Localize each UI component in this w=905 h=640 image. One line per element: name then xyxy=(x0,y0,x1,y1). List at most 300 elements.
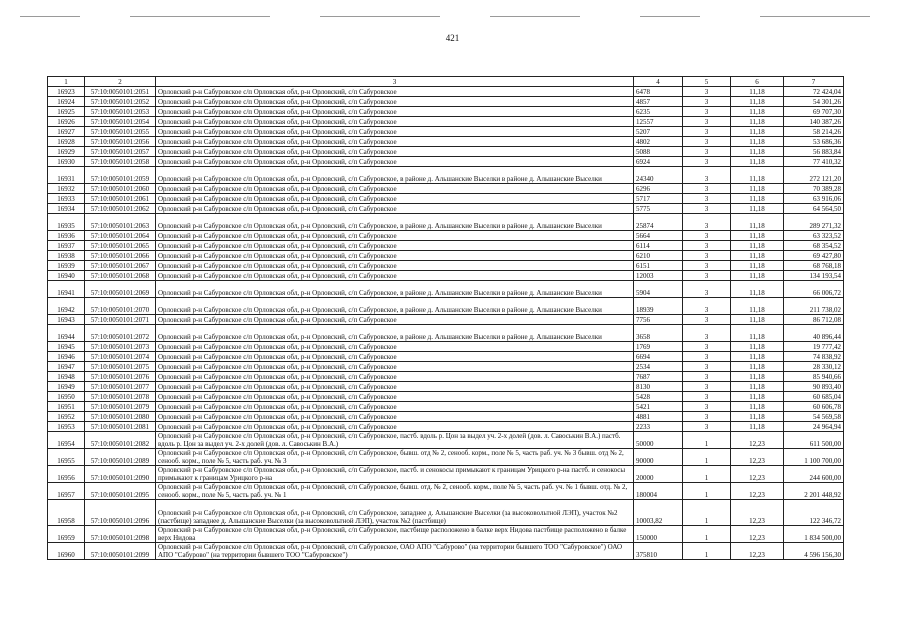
value-cell: 68 768,18 xyxy=(784,261,844,271)
row-number: 16953 xyxy=(48,422,85,432)
rate-cell: 11,18 xyxy=(731,194,784,204)
address-cell: Орловский р-н Сабуровское с/п Орловская обл, р-н Орловский, с/п Сабуровское, пастбище расположено в балке верх Нидова пастбище расположено в балке верх Нидова xyxy=(156,526,634,543)
table-row xyxy=(48,432,844,449)
row-number: 16928 xyxy=(48,137,85,147)
area-cell: 4802 xyxy=(634,137,683,147)
cadastral-number: 57:10:0050101:2072 xyxy=(85,325,156,342)
value-cell: 69 707,30 xyxy=(784,107,844,117)
value-cell: 1 834 500,00 xyxy=(784,526,844,543)
row-number: 16936 xyxy=(48,231,85,241)
value-cell: 70 389,28 xyxy=(784,184,844,194)
category-cell: 3 xyxy=(683,184,731,194)
row-number: 16938 xyxy=(48,251,85,261)
category-cell: 3 xyxy=(683,362,731,372)
cadastral-number: 57:10:0050101:2070 xyxy=(85,298,156,315)
row-number: 16951 xyxy=(48,402,85,412)
rate-cell: 11,18 xyxy=(731,147,784,157)
value-cell: 289 271,32 xyxy=(784,214,844,231)
cadastral-number: 57:10:0050101:2099 xyxy=(85,543,156,560)
category-cell: 3 xyxy=(683,97,731,107)
category-cell: 3 xyxy=(683,87,731,97)
row-number: 16932 xyxy=(48,184,85,194)
row-number: 16950 xyxy=(48,392,85,402)
row-number: 16935 xyxy=(48,214,85,231)
page-number: 421 xyxy=(445,33,460,43)
value-cell: 28 330,12 xyxy=(784,362,844,372)
rate-cell: 11,18 xyxy=(731,372,784,382)
category-cell: 3 xyxy=(683,271,731,281)
address-cell: Орловский р-н Сабуровское с/п Орловская обл, р-н Орловский, с/п Сабуровское xyxy=(156,157,634,167)
table-row xyxy=(48,107,844,117)
cadastral-number: 57:10:0050101:2096 xyxy=(85,500,156,526)
area-cell: 6924 xyxy=(634,157,683,167)
cadastral-number: 57:10:0050101:2082 xyxy=(85,432,156,449)
value-cell: 86 712,08 xyxy=(784,315,844,325)
rate-cell: 11,18 xyxy=(731,392,784,402)
rate-cell: 11,18 xyxy=(731,214,784,231)
row-number: 16956 xyxy=(48,466,85,483)
scan-header-marks xyxy=(20,12,880,22)
table-row xyxy=(48,449,844,466)
cadastral-number: 57:10:0050101:2061 xyxy=(85,194,156,204)
value-cell: 60 606,78 xyxy=(784,402,844,412)
cadastral-number: 57:10:0050101:2055 xyxy=(85,127,156,137)
cadastral-number: 57:10:0050101:2064 xyxy=(85,231,156,241)
table-row xyxy=(48,526,844,543)
cadastral-number: 57:10:0050101:2081 xyxy=(85,422,156,432)
table-row xyxy=(48,543,844,560)
column-header: 6 xyxy=(731,77,784,87)
value-cell: 24 964,94 xyxy=(784,422,844,432)
rate-cell: 11,18 xyxy=(731,184,784,194)
row-number: 16959 xyxy=(48,526,85,543)
address-cell: Орловский р-н Сабуровское с/п Орловская обл, р-н Орловский, с/п Сабуровское xyxy=(156,382,634,392)
rate-cell: 12,23 xyxy=(731,449,784,466)
area-cell: 5775 xyxy=(634,204,683,214)
table-row xyxy=(48,117,844,127)
row-number: 16960 xyxy=(48,543,85,560)
rate-cell: 11,18 xyxy=(731,127,784,137)
category-cell: 3 xyxy=(683,422,731,432)
address-cell: Орловский р-н Сабуровское с/п Орловская обл, р-н Орловский, с/п Сабуровское xyxy=(156,422,634,432)
table-row xyxy=(48,167,844,184)
value-cell: 53 686,36 xyxy=(784,137,844,147)
table-row xyxy=(48,157,844,167)
area-cell: 6478 xyxy=(634,87,683,97)
category-cell: 1 xyxy=(683,449,731,466)
value-cell: 272 121,20 xyxy=(784,167,844,184)
table-row xyxy=(48,483,844,500)
area-cell: 10003,82 xyxy=(634,500,683,526)
table-row xyxy=(48,342,844,352)
area-cell: 3658 xyxy=(634,325,683,342)
table-row xyxy=(48,147,844,157)
address-cell: Орловский р-н Сабуровское с/п Орловская обл, р-н Орловский, с/п Сабуровское, пастб. и сенокосы примыкают к границам Урицкого р-на пастб. и сенокосы примыкают к границам Урицкого р-на xyxy=(156,466,634,483)
area-cell: 6296 xyxy=(634,184,683,194)
row-number: 16940 xyxy=(48,271,85,281)
table-row xyxy=(48,251,844,261)
value-cell: 68 354,52 xyxy=(784,241,844,251)
cadastral-number: 57:10:0050101:2060 xyxy=(85,184,156,194)
area-cell: 7756 xyxy=(634,315,683,325)
address-cell: Орловский р-н Сабуровское с/п Орловская обл, р-н Орловский, с/п Сабуровское xyxy=(156,261,634,271)
address-cell: Орловский р-н Сабуровское с/п Орловская обл, р-н Орловский, с/п Сабуровское xyxy=(156,315,634,325)
rate-cell: 11,18 xyxy=(731,107,784,117)
cadastral-number: 57:10:0050101:2089 xyxy=(85,449,156,466)
cadastral-number: 57:10:0050101:2054 xyxy=(85,117,156,127)
table-row xyxy=(48,184,844,194)
category-cell: 3 xyxy=(683,352,731,362)
category-cell: 3 xyxy=(683,261,731,271)
address-cell: Орловский р-н Сабуровское с/п Орловская обл, р-н Орловский, с/п Сабуровское, бывш. отд № 2, сенооб. корм., поле № 5, часть раб. уч. № 3 бывш. отд № 2, сенооб. корм., поле № 5, часть раб. уч. № 3 xyxy=(156,449,634,466)
value-cell: 74 838,92 xyxy=(784,352,844,362)
address-cell: Орловский р-н Сабуровское с/п Орловская обл, р-н Орловский, с/п Сабуровское, в районе д. Альшанские Выселки в районе д. Альшанские Выселки xyxy=(156,325,634,342)
area-cell: 5088 xyxy=(634,147,683,157)
column-number-row xyxy=(48,77,844,87)
address-cell: Орловский р-н Сабуровское с/п Орловская обл, р-н Орловский, с/п Сабуровское xyxy=(156,194,634,204)
value-cell: 611 500,00 xyxy=(784,432,844,449)
category-cell: 3 xyxy=(683,382,731,392)
rate-cell: 11,18 xyxy=(731,137,784,147)
rate-cell: 11,18 xyxy=(731,402,784,412)
table-row xyxy=(48,204,844,214)
area-cell: 6694 xyxy=(634,352,683,362)
rate-cell: 12,23 xyxy=(731,526,784,543)
category-cell: 3 xyxy=(683,281,731,298)
rate-cell: 11,18 xyxy=(731,87,784,97)
area-cell: 12557 xyxy=(634,117,683,127)
category-cell: 1 xyxy=(683,526,731,543)
row-number: 16933 xyxy=(48,194,85,204)
table-row xyxy=(48,402,844,412)
value-cell: 1 100 700,00 xyxy=(784,449,844,466)
value-cell: 211 738,02 xyxy=(784,298,844,315)
area-cell: 2534 xyxy=(634,362,683,372)
cadastral-number: 57:10:0050101:2095 xyxy=(85,483,156,500)
row-number: 16955 xyxy=(48,449,85,466)
area-cell: 6151 xyxy=(634,261,683,271)
category-cell: 1 xyxy=(683,500,731,526)
row-number: 16937 xyxy=(48,241,85,251)
address-cell: Орловский р-н Сабуровское с/п Орловская обл, р-н Орловский, с/п Сабуровское xyxy=(156,184,634,194)
cadastral-number: 57:10:0050101:2058 xyxy=(85,157,156,167)
address-cell: Орловский р-н Сабуровское с/п Орловская обл, р-н Орловский, с/п Сабуровское xyxy=(156,271,634,281)
value-cell: 140 387,26 xyxy=(784,117,844,127)
rate-cell: 11,18 xyxy=(731,167,784,184)
row-number: 16957 xyxy=(48,483,85,500)
row-number: 16939 xyxy=(48,261,85,271)
cadastral-number: 57:10:0050101:2066 xyxy=(85,251,156,261)
area-cell: 90000 xyxy=(634,449,683,466)
rate-cell: 11,18 xyxy=(731,271,784,281)
rate-cell: 11,18 xyxy=(731,261,784,271)
category-cell: 3 xyxy=(683,157,731,167)
area-cell: 5717 xyxy=(634,194,683,204)
row-number: 16948 xyxy=(48,372,85,382)
rate-cell: 11,18 xyxy=(731,382,784,392)
row-number: 16944 xyxy=(48,325,85,342)
row-number: 16949 xyxy=(48,382,85,392)
cadastral-number: 57:10:0050101:2057 xyxy=(85,147,156,157)
cadastral-number: 57:10:0050101:2062 xyxy=(85,204,156,214)
category-cell: 3 xyxy=(683,214,731,231)
rate-cell: 11,18 xyxy=(731,325,784,342)
rate-cell: 12,23 xyxy=(731,432,784,449)
area-cell: 150000 xyxy=(634,526,683,543)
address-cell: Орловский р-н Сабуровское с/п Орловская обл, р-н Орловский, с/п Сабуровское xyxy=(156,231,634,241)
table-row xyxy=(48,214,844,231)
address-cell: Орловский р-н Сабуровское с/п Орловская обл, р-н Орловский, с/п Сабуровское, бывш. отд. № 2, сенооб. корм., поле № 5, часть раб. уч. № 1 бывш. отд. № 2, сенооб. корм., поле № 5, часть раб. уч. № 1 xyxy=(156,483,634,500)
area-cell: 5428 xyxy=(634,392,683,402)
area-cell: 50000 xyxy=(634,432,683,449)
value-cell: 4 596 156,30 xyxy=(784,543,844,560)
table-row xyxy=(48,382,844,392)
cadastral-number: 57:10:0050101:2074 xyxy=(85,352,156,362)
area-cell: 1769 xyxy=(634,342,683,352)
row-number: 16946 xyxy=(48,352,85,362)
table-row xyxy=(48,137,844,147)
row-number: 16942 xyxy=(48,298,85,315)
cadastral-number: 57:10:0050101:2059 xyxy=(85,167,156,184)
address-cell: Орловский р-н Сабуровское с/п Орловская обл, р-н Орловский, с/п Сабуровское xyxy=(156,241,634,251)
rate-cell: 11,18 xyxy=(731,251,784,261)
rate-cell: 11,18 xyxy=(731,412,784,422)
cadastral-number: 57:10:0050101:2077 xyxy=(85,382,156,392)
address-cell: Орловский р-н Сабуровское с/п Орловская обл, р-н Орловский, с/п Сабуровское xyxy=(156,402,634,412)
cadastral-number: 57:10:0050101:2076 xyxy=(85,372,156,382)
table-row xyxy=(48,422,844,432)
area-cell: 6210 xyxy=(634,251,683,261)
area-cell: 24340 xyxy=(634,167,683,184)
row-number: 16947 xyxy=(48,362,85,372)
rate-cell: 12,23 xyxy=(731,500,784,526)
cadastral-number: 57:10:0050101:2069 xyxy=(85,281,156,298)
cadastral-number: 57:10:0050101:2075 xyxy=(85,362,156,372)
area-cell: 6114 xyxy=(634,241,683,251)
cadastral-number: 57:10:0050101:2098 xyxy=(85,526,156,543)
rate-cell: 11,18 xyxy=(731,315,784,325)
cadastral-number: 57:10:0050101:2079 xyxy=(85,402,156,412)
address-cell: Орловский р-н Сабуровское с/п Орловская обл, р-н Орловский, с/п Сабуровское xyxy=(156,117,634,127)
address-cell: Орловский р-н Сабуровское с/п Орловская обл, р-н Орловский, с/п Сабуровское xyxy=(156,97,634,107)
table-row xyxy=(48,362,844,372)
value-cell: 40 896,44 xyxy=(784,325,844,342)
area-cell: 12003 xyxy=(634,271,683,281)
cadastral-number: 57:10:0050101:2065 xyxy=(85,241,156,251)
cadastral-number: 57:10:0050101:2063 xyxy=(85,214,156,231)
column-header: 2 xyxy=(85,77,156,87)
row-number: 16923 xyxy=(48,87,85,97)
category-cell: 3 xyxy=(683,325,731,342)
area-cell: 5664 xyxy=(634,231,683,241)
value-cell: 19 777,42 xyxy=(784,342,844,352)
area-cell: 25874 xyxy=(634,214,683,231)
area-cell: 4881 xyxy=(634,412,683,422)
cadastral-number: 57:10:0050101:2078 xyxy=(85,392,156,402)
rate-cell: 11,18 xyxy=(731,204,784,214)
table-row xyxy=(48,466,844,483)
category-cell: 3 xyxy=(683,231,731,241)
rate-cell: 11,18 xyxy=(731,342,784,352)
value-cell: 77 410,32 xyxy=(784,157,844,167)
category-cell: 1 xyxy=(683,543,731,560)
address-cell: Орловский р-н Сабуровское с/п Орловская обл, р-н Орловский, с/п Сабуровское, ОАО АПО "Сабурово" (на территории бывшего ТОО "Сабуровское") ОАО АПО "Сабурово" (на территории бывшего ТОО "Сабуровское") xyxy=(156,543,634,560)
rate-cell: 12,23 xyxy=(731,466,784,483)
column-header: 7 xyxy=(784,77,844,87)
table-row xyxy=(48,271,844,281)
area-cell: 6235 xyxy=(634,107,683,117)
category-cell: 1 xyxy=(683,483,731,500)
category-cell: 3 xyxy=(683,137,731,147)
value-cell: 63 916,06 xyxy=(784,194,844,204)
cadastral-number: 57:10:0050101:2068 xyxy=(85,271,156,281)
address-cell: Орловский р-н Сабуровское с/п Орловская обл, р-н Орловский, с/п Сабуровское xyxy=(156,107,634,117)
cadastral-number: 57:10:0050101:2056 xyxy=(85,137,156,147)
row-number: 16931 xyxy=(48,167,85,184)
value-cell: 54 569,58 xyxy=(784,412,844,422)
cadastral-number: 57:10:0050101:2067 xyxy=(85,261,156,271)
category-cell: 3 xyxy=(683,107,731,117)
value-cell: 54 301,26 xyxy=(784,97,844,107)
rate-cell: 11,18 xyxy=(731,362,784,372)
category-cell: 3 xyxy=(683,372,731,382)
address-cell: Орловский р-н Сабуровское с/п Орловская обл, р-н Орловский, с/п Сабуровское, в районе д. Альшанские Выселки в районе д. Альшанские Выселки xyxy=(156,298,634,315)
cadastral-number: 57:10:0050101:2071 xyxy=(85,315,156,325)
column-header: 1 xyxy=(48,77,85,87)
value-cell: 72 424,04 xyxy=(784,87,844,97)
category-cell: 3 xyxy=(683,412,731,422)
category-cell: 1 xyxy=(683,466,731,483)
value-cell: 244 600,00 xyxy=(784,466,844,483)
row-number: 16926 xyxy=(48,117,85,127)
value-cell: 66 006,72 xyxy=(784,281,844,298)
category-cell: 3 xyxy=(683,315,731,325)
value-cell: 90 893,40 xyxy=(784,382,844,392)
address-cell: Орловский р-н Сабуровское с/п Орловская обл, р-н Орловский, с/п Сабуровское, в районе д. Альшанские Выселки в районе д. Альшанские Выселки xyxy=(156,214,634,231)
table-row xyxy=(48,325,844,342)
category-cell: 3 xyxy=(683,402,731,412)
value-cell: 2 201 448,92 xyxy=(784,483,844,500)
address-cell: Орловский р-н Сабуровское с/п Орловская обл, р-н Орловский, с/п Сабуровское xyxy=(156,352,634,362)
value-cell: 134 193,54 xyxy=(784,271,844,281)
table-row xyxy=(48,298,844,315)
address-cell: Орловский р-н Сабуровское с/п Орловская обл, р-н Орловский, с/п Сабуровское xyxy=(156,127,634,137)
table-row xyxy=(48,87,844,97)
address-cell: Орловский р-н Сабуровское с/п Орловская обл, р-н Орловский, с/п Сабуровское xyxy=(156,147,634,157)
category-cell: 3 xyxy=(683,392,731,402)
value-cell: 60 685,04 xyxy=(784,392,844,402)
area-cell: 20000 xyxy=(634,466,683,483)
table-row xyxy=(48,500,844,526)
table-row xyxy=(48,127,844,137)
row-number: 16954 xyxy=(48,432,85,449)
category-cell: 3 xyxy=(683,342,731,352)
rate-cell: 11,18 xyxy=(731,352,784,362)
cadastral-number: 57:10:0050101:2051 xyxy=(85,87,156,97)
address-cell: Орловский р-н Сабуровское с/п Орловская обл, р-н Орловский, с/п Сабуровское xyxy=(156,372,634,382)
address-cell: Орловский р-н Сабуровское с/п Орловская обл, р-н Орловский, с/п Сабуровское xyxy=(156,137,634,147)
address-cell: Орловский р-н Сабуровское с/п Орловская обл, р-н Орловский, с/п Сабуровское xyxy=(156,251,634,261)
row-number: 16941 xyxy=(48,281,85,298)
row-number: 16929 xyxy=(48,147,85,157)
rate-cell: 11,18 xyxy=(731,231,784,241)
table-row xyxy=(48,315,844,325)
area-cell: 7687 xyxy=(634,372,683,382)
table-row xyxy=(48,194,844,204)
rate-cell: 11,18 xyxy=(731,157,784,167)
table-row xyxy=(48,241,844,251)
value-cell: 122 346,72 xyxy=(784,500,844,526)
area-cell: 375810 xyxy=(634,543,683,560)
category-cell: 3 xyxy=(683,117,731,127)
row-number: 16952 xyxy=(48,412,85,422)
rate-cell: 11,18 xyxy=(731,298,784,315)
value-cell: 64 564,50 xyxy=(784,204,844,214)
row-number: 16927 xyxy=(48,127,85,137)
table-row xyxy=(48,412,844,422)
area-cell: 18939 xyxy=(634,298,683,315)
column-header: 3 xyxy=(156,77,634,87)
value-cell: 58 214,26 xyxy=(784,127,844,137)
address-cell: Орловский р-н Сабуровское с/п Орловская обл, р-н Орловский, с/п Сабуровское xyxy=(156,342,634,352)
area-cell: 5421 xyxy=(634,402,683,412)
area-cell: 8130 xyxy=(634,382,683,392)
value-cell: 85 940,66 xyxy=(784,372,844,382)
address-cell: Орловский р-н Сабуровское с/п Орловская обл, р-н Орловский, с/п Сабуровское xyxy=(156,412,634,422)
cadastral-number: 57:10:0050101:2073 xyxy=(85,342,156,352)
column-header: 5 xyxy=(683,77,731,87)
table-row xyxy=(48,97,844,107)
category-cell: 3 xyxy=(683,251,731,261)
category-cell: 3 xyxy=(683,167,731,184)
rate-cell: 11,18 xyxy=(731,422,784,432)
address-cell: Орловский р-н Сабуровское с/п Орловская обл, р-н Орловский, с/п Сабуровское xyxy=(156,392,634,402)
address-cell: Орловский р-н Сабуровское с/п Орловская обл, р-н Орловский, с/п Сабуровское, пастб. вдоль р. Цон за выдел уч. 2-х долей (дов. л. Савоськин В.А.) пастб. вдоль р. Цон за выдел уч. 2-х долей (дов. л. Савоськин В.А.) xyxy=(156,432,634,449)
row-number: 16958 xyxy=(48,500,85,526)
cadastral-number: 57:10:0050101:2090 xyxy=(85,466,156,483)
category-cell: 3 xyxy=(683,194,731,204)
area-cell: 5207 xyxy=(634,127,683,137)
table-row xyxy=(48,281,844,298)
category-cell: 3 xyxy=(683,127,731,137)
row-number: 16945 xyxy=(48,342,85,352)
row-number: 16930 xyxy=(48,157,85,167)
cadastral-number: 57:10:0050101:2052 xyxy=(85,97,156,107)
area-cell: 5904 xyxy=(634,281,683,298)
cadastral-number: 57:10:0050101:2080 xyxy=(85,412,156,422)
rate-cell: 11,18 xyxy=(731,241,784,251)
address-cell: Орловский р-н Сабуровское с/п Орловская обл, р-н Орловский, с/п Сабуровское, в районе д. Альшанские Выселки в районе д. Альшанские Выселки xyxy=(156,281,634,298)
land-parcel-table xyxy=(47,76,844,560)
cadastral-number: 57:10:0050101:2053 xyxy=(85,107,156,117)
category-cell: 3 xyxy=(683,241,731,251)
row-number: 16924 xyxy=(48,97,85,107)
address-cell: Орловский р-н Сабуровское с/п Орловская обл, р-н Орловский, с/п Сабуровское xyxy=(156,362,634,372)
rate-cell: 12,23 xyxy=(731,543,784,560)
rate-cell: 12,23 xyxy=(731,483,784,500)
row-number: 16925 xyxy=(48,107,85,117)
table-row xyxy=(48,231,844,241)
row-number: 16934 xyxy=(48,204,85,214)
value-cell: 56 883,84 xyxy=(784,147,844,157)
rate-cell: 11,18 xyxy=(731,117,784,127)
row-number: 16943 xyxy=(48,315,85,325)
category-cell: 3 xyxy=(683,204,731,214)
address-cell: Орловский р-н Сабуровское с/п Орловская обл, р-н Орловский, с/п Сабуровское xyxy=(156,87,634,97)
value-cell: 69 427,80 xyxy=(784,251,844,261)
value-cell: 63 323,52 xyxy=(784,231,844,241)
table-row xyxy=(48,372,844,382)
